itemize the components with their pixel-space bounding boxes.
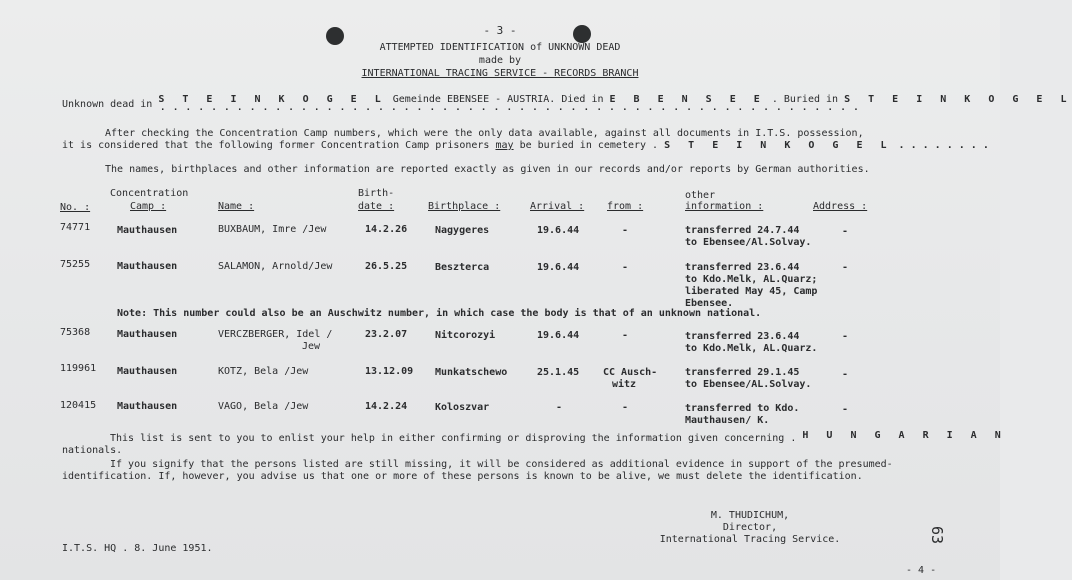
signature-name: M. THUDICHUM, xyxy=(710,510,790,521)
closing-line-1-b: nationals. xyxy=(62,445,123,456)
signature-title: Director, xyxy=(722,522,778,533)
cell-info-2: Mauthausen/ K. xyxy=(685,415,770,426)
cell-birthplace: Nitcorozyi xyxy=(435,330,496,341)
table-note: Note: This number could also be an Auschwitz number, in which case the body is that of an unknown national. xyxy=(117,308,762,319)
cell-info-1: transferred 24.7.44 xyxy=(685,225,800,236)
page-number: - 3 - xyxy=(483,24,517,37)
cell-info-2: to Kdo.Melk, AL.Quarz; xyxy=(685,274,818,285)
bottom-page-number: - 4 - xyxy=(906,565,937,576)
place-date: I.T.S. HQ . 8. June 1951. xyxy=(62,543,213,554)
cell-birthdate: 26.5.25 xyxy=(365,261,408,272)
intro-line-2-a: it is considered that the following former Concentration Camp prisoners xyxy=(62,140,490,151)
intro-line-1: After checking the Concentration Camp numbers, which were the only data available, against all documents in I.T.S. possession, xyxy=(105,128,864,139)
cell-camp: Mauthausen xyxy=(117,401,178,412)
unknown-dead-gemeinde: Gemeinde EBENSEE - AUSTRIA. Died in xyxy=(392,94,604,105)
header-other-bottom: information : xyxy=(685,201,764,212)
cell-from-2: witz xyxy=(612,379,637,390)
cell-birthdate: 14.2.24 xyxy=(365,401,408,412)
header-from: from : xyxy=(607,201,644,212)
cell-info-1: transferred to Kdo. xyxy=(685,403,800,414)
cell-no: 119961 xyxy=(60,363,97,374)
closing-nationality: H U N G A R I A N xyxy=(802,430,1007,441)
cell-no: 120415 xyxy=(60,400,97,411)
title-line-3: INTERNATIONAL TRACING SERVICE - RECORDS BRANCH xyxy=(361,68,639,79)
cell-arrival: - xyxy=(556,402,563,413)
cell-info-1: transferred 23.6.44 xyxy=(685,331,800,342)
cell-info-4: Ebensee. xyxy=(685,298,734,309)
intro-line-2-may: may xyxy=(495,140,514,151)
cell-info-2: to Kdo.Melk, AL.Quarz. xyxy=(685,343,818,354)
title-line-1: ATTEMPTED IDENTIFICATION of UNKNOWN DEAD xyxy=(379,42,621,53)
unknown-dead-place: S T E I N K O G E L xyxy=(158,94,387,105)
header-birth-bottom: date : xyxy=(358,201,395,212)
cell-address: - xyxy=(842,331,849,342)
cell-arrival: 19.6.44 xyxy=(537,225,580,236)
cell-birthdate: 14.2.26 xyxy=(365,224,408,235)
cell-info-1: transferred 29.1.45 xyxy=(685,367,800,378)
cell-birthplace: Munkatschewo xyxy=(435,367,508,378)
cell-name: VAGO, Bela /Jew xyxy=(218,401,309,412)
header-other-top: other xyxy=(685,190,716,201)
closing-line-1-a: This list is sent to you to enlist your help in either confirming or disproving the information given concerning . xyxy=(110,433,797,444)
side-page-number: 63 xyxy=(928,525,947,545)
cell-from: - xyxy=(622,330,629,341)
cell-arrival: 19.6.44 xyxy=(537,330,580,341)
cell-camp: Mauthausen xyxy=(117,366,178,377)
cell-birthplace: Nagygeres xyxy=(435,225,490,236)
cell-birthdate: 23.2.07 xyxy=(365,329,408,340)
header-camp-bottom: Camp : xyxy=(130,201,167,212)
unknown-dead-prefix: Unknown dead in xyxy=(62,99,153,110)
cell-from: - xyxy=(622,402,629,413)
cell-info-1: transferred 23.6.44 xyxy=(685,262,800,273)
cell-name: KOTZ, Bela /Jew xyxy=(218,366,309,377)
cell-no: 74771 xyxy=(60,222,91,233)
cell-from: - xyxy=(622,225,629,236)
cell-address: - xyxy=(842,369,849,380)
unknown-dead-buried-label: . Buried in xyxy=(771,94,839,105)
signature-org: International Tracing Service. xyxy=(659,534,841,545)
cell-info-3: liberated May 45, Camp xyxy=(685,286,818,297)
cell-camp: Mauthausen xyxy=(117,261,178,272)
intro-line-3: The names, birthplaces and other information are reported exactly as given in our records and/or reports by German authorities. xyxy=(105,164,870,175)
cell-name: SALAMON, Arnold/Jew xyxy=(218,261,333,272)
header-arrival: Arrival : xyxy=(530,201,585,212)
intro-line-2-dots: . . . . . . . . xyxy=(898,140,989,151)
cell-no: 75368 xyxy=(60,327,91,338)
punch-hole-right xyxy=(573,25,591,43)
intro-line-2-cemetery: S T E I N K O G E L xyxy=(664,140,893,151)
cell-arrival: 19.6.44 xyxy=(537,262,580,273)
cell-info-2: to Ebensee/Al.Solvay. xyxy=(685,237,812,248)
header-birthplace: Birthplace : xyxy=(428,201,501,212)
cell-birthplace: Beszterca xyxy=(435,262,490,273)
header-address: Address : xyxy=(813,201,868,212)
cell-name: VERCZBERGER, Idel / xyxy=(218,329,333,340)
closing-line-3: identification. If, however, you advise us that one or more of these persons is known to be alive, we must delete the identification. xyxy=(62,471,863,482)
cell-name: BUXBAUM, Imre /Jew xyxy=(218,224,327,235)
cell-arrival: 25.1.45 xyxy=(537,367,580,378)
closing-line-2: If you signify that the persons listed are still missing, it will be considered as additional evidence in support of the presumed- xyxy=(110,459,893,470)
cell-name-2: Jew xyxy=(302,341,321,352)
header-birth-top: Birth- xyxy=(358,188,395,199)
cell-camp: Mauthausen xyxy=(117,329,178,340)
cell-birthdate: 13.12.09 xyxy=(365,366,414,377)
cell-address: - xyxy=(842,226,849,237)
intro-line-2 xyxy=(62,140,989,151)
closing-line-1 xyxy=(110,430,1007,444)
cell-camp: Mauthausen xyxy=(117,225,178,236)
header-no: No. : xyxy=(60,202,91,213)
cell-from: CC Ausch- xyxy=(603,367,658,378)
title-line-2: made by xyxy=(478,55,522,66)
header-camp-top: Concentration xyxy=(110,188,189,199)
cell-address: - xyxy=(842,262,849,273)
cell-birthplace: Koloszvar xyxy=(435,402,490,413)
cell-no: 75255 xyxy=(60,259,91,270)
unknown-dead-buried-in: S T E I N K O G E L xyxy=(844,94,1072,105)
unknown-dead-leader-dots: . . . . . . . . . . . . . . . . . . . . . . . . . . . . . . . . . . . . . . . . . . . . . . . . . . . . . . . xyxy=(160,103,860,113)
intro-line-2-b: be buried in cemetery . xyxy=(519,140,659,151)
header-name: Name : xyxy=(218,201,255,212)
cell-info-2: to Ebensee/AL.Solvay. xyxy=(685,379,812,390)
unknown-dead-died-in: E B E N S E E xyxy=(609,94,766,105)
cell-from: - xyxy=(622,262,629,273)
cell-address: - xyxy=(842,404,849,415)
